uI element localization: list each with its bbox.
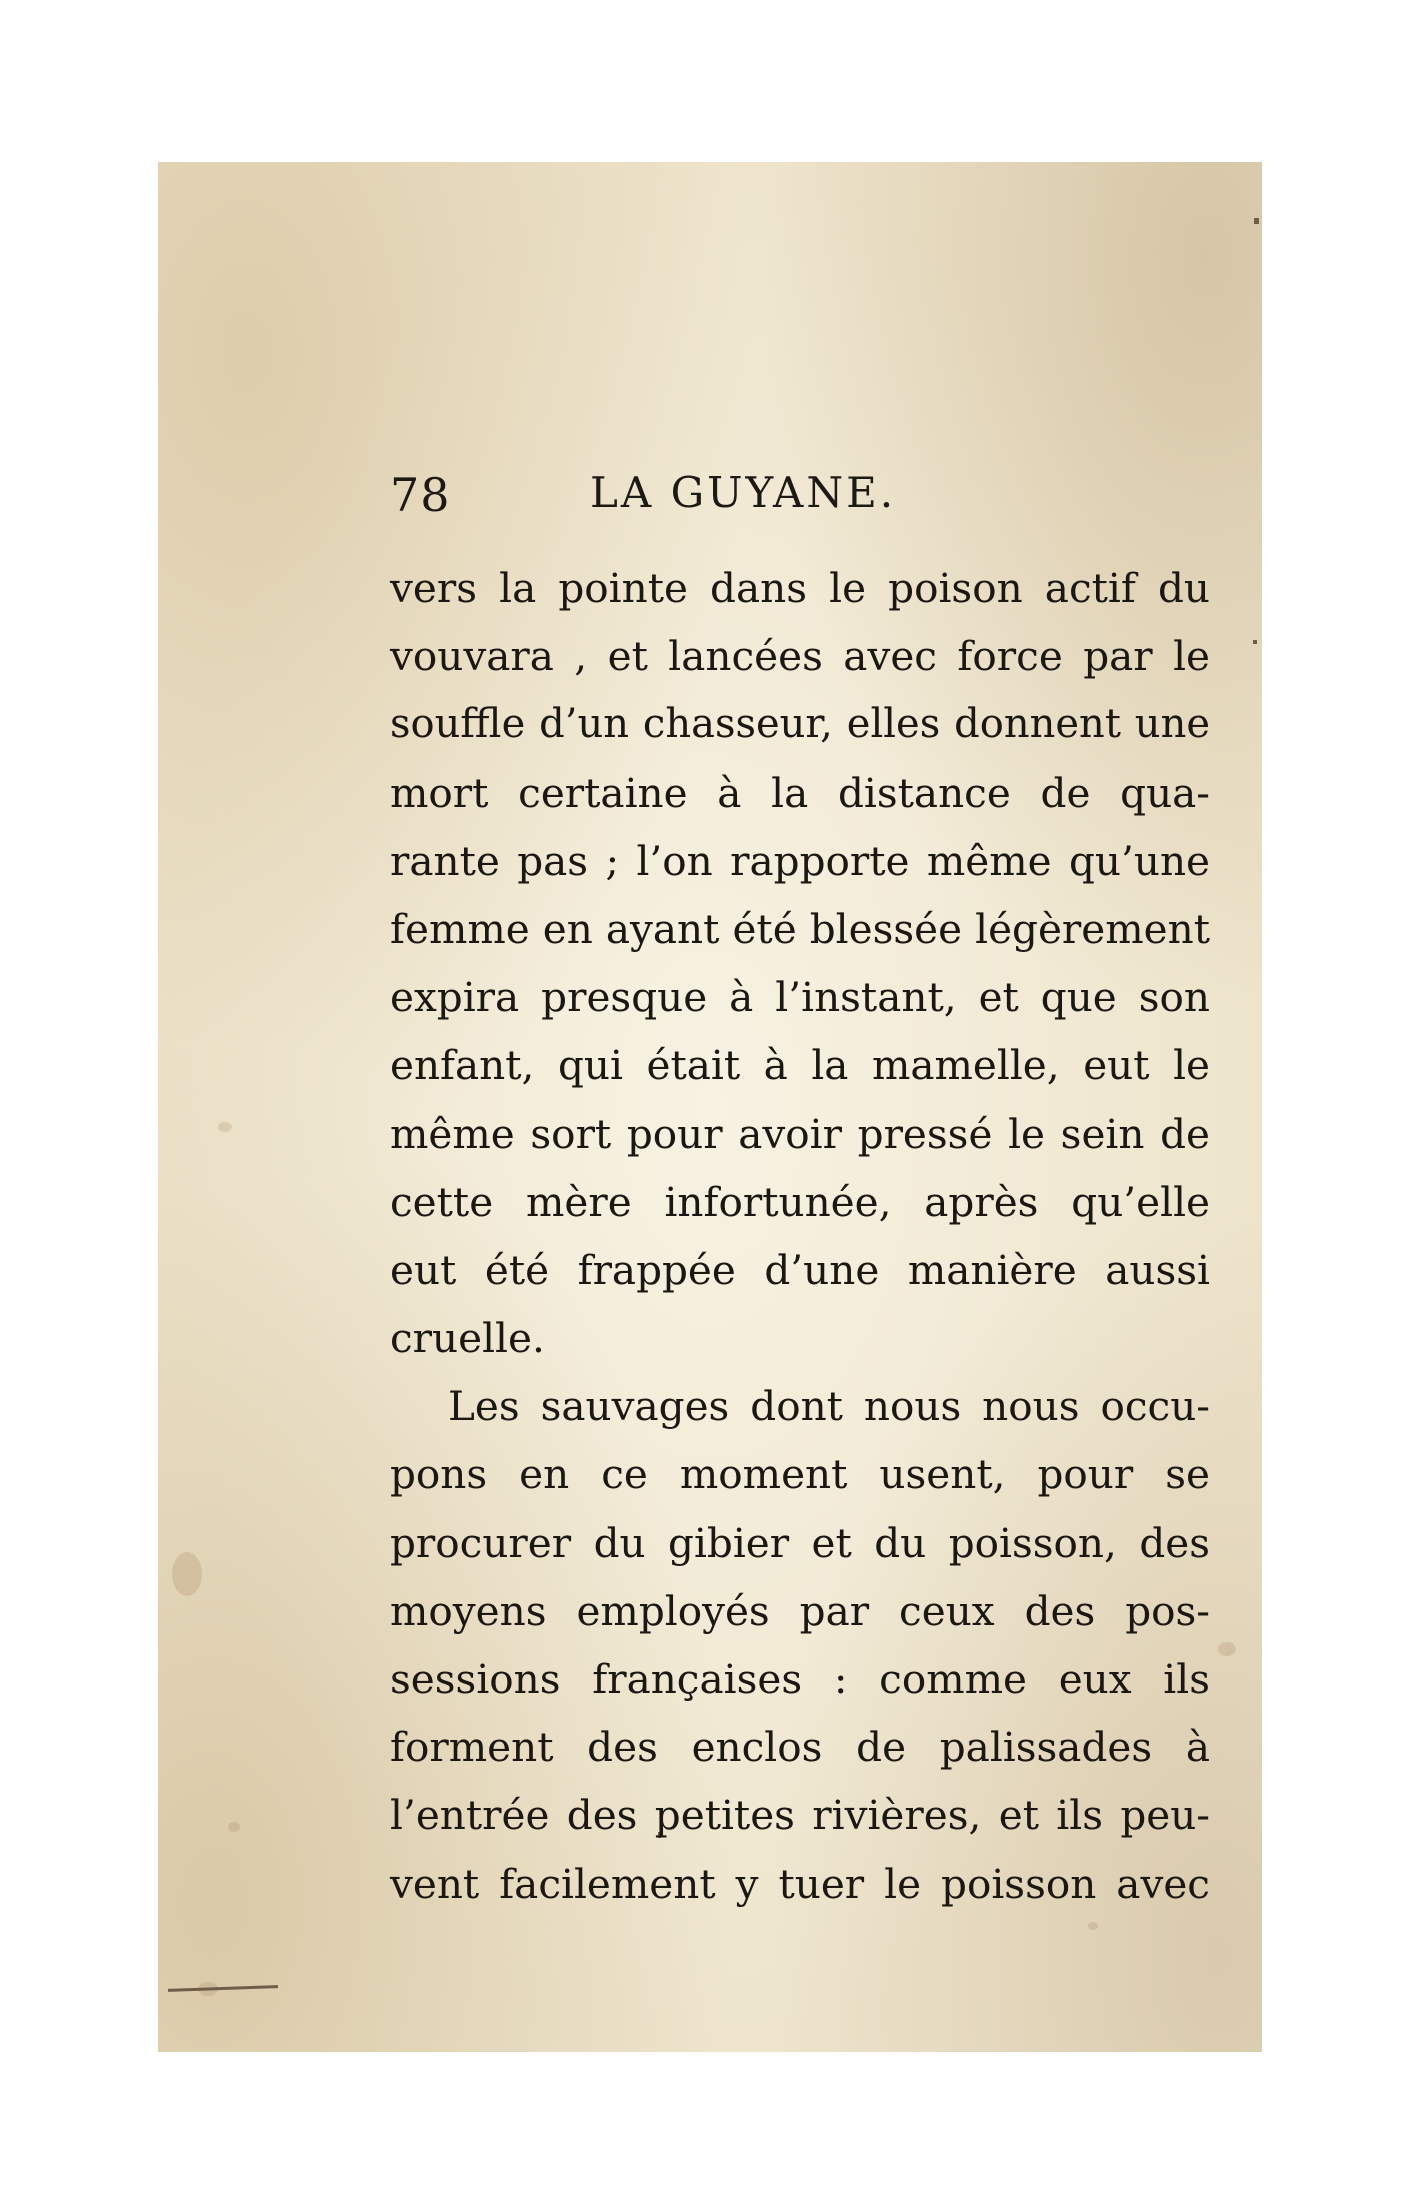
foxing-spot (228, 1822, 240, 1832)
paragraph (390, 1372, 1210, 1918)
text-line: forment des enclos de palissades à (390, 1723, 1210, 1772)
running-title: LA GUYANE. (590, 468, 897, 517)
foxing-spot (218, 1122, 232, 1132)
page-dot (1253, 640, 1257, 644)
text-line: cruelle. (390, 1314, 545, 1363)
text-line: même sort pour avoir pressé le sein de (390, 1109, 1210, 1158)
text-line: mort certaine à la distance de qua- (390, 768, 1210, 817)
foxing-spot (1218, 1642, 1236, 1656)
book-page (158, 162, 1262, 2052)
pen-stroke (168, 1985, 278, 1992)
page-number: 78 (390, 468, 451, 522)
text-line: procurer du gibier et du poisson, des (390, 1518, 1210, 1567)
text-line: vent facilement y tuer le poisson avec (390, 1859, 1210, 1908)
page-header (390, 468, 1180, 528)
text-line: rante pas ; l’on rapporte même qu’une (390, 836, 1210, 885)
text-line: vers la pointe dans le poison actif du (390, 564, 1210, 612)
text-line: vouvara , et lancées avec force par le (390, 632, 1210, 681)
text-line: moyens employés par ceux des pos- (390, 1586, 1210, 1635)
text-line: cette mère infortunée, après qu’elle (390, 1177, 1210, 1226)
page-dot (1254, 218, 1259, 224)
text-line: enfant, qui était à la mamelle, eut le (390, 1041, 1210, 1090)
body-text (390, 554, 1210, 1918)
text-line: souffle d’un chasseur, elles donnent une (390, 701, 1210, 748)
text-line: l’entrée des petites rivières, et ils peu- (390, 1791, 1210, 1840)
text-line: sessions françaises : comme eux ils (390, 1655, 1210, 1703)
foxing-spot (172, 1552, 202, 1596)
text-line: Les sauvages dont nous nous occu- (448, 1382, 1210, 1431)
text-line: pons en ce moment usent, pour se (390, 1450, 1210, 1499)
paragraph (390, 554, 1210, 1372)
text-line: expira presque à l’instant, et que son (390, 973, 1210, 1022)
text-line: femme en ayant été blessée légèrement (390, 904, 1210, 953)
foxing-spot (1088, 1922, 1098, 1930)
text-line: eut été frappée d’une manière aussi (390, 1245, 1210, 1294)
